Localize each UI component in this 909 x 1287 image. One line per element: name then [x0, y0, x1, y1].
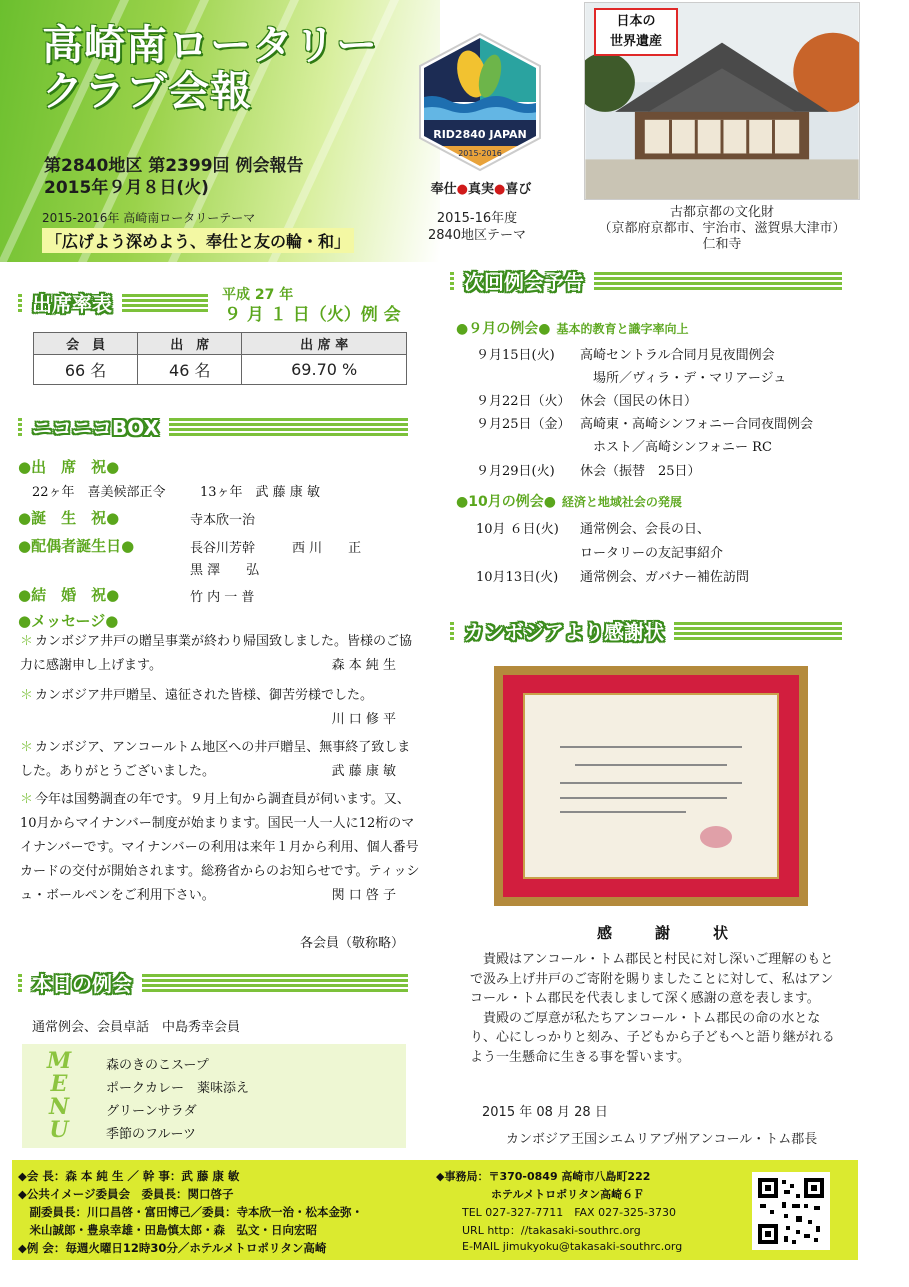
caption-line-3: 仁和寺 [702, 237, 742, 252]
district-motto: 奉仕●真実●喜び [430, 182, 532, 197]
spouse-birthday-name-1: 長谷川芳幹 [190, 541, 256, 556]
table-header-row [34, 333, 407, 355]
qr-code-icon[interactable] [752, 1172, 830, 1250]
nikoniko-heading [18, 412, 408, 444]
footer-email[interactable]: E-MAIL jimukyoku@takasaki-southrc.org [462, 1240, 683, 1253]
spouse-birthday-name-3: 黒 澤 弘 [190, 563, 260, 578]
badge-line-2: 世界遺産 [609, 34, 662, 49]
table-row [34, 355, 407, 385]
district-logo [416, 32, 544, 172]
october-heading: ●10月の例会● 経済と地域社会の発展 [456, 494, 682, 510]
district-year: 2015-16年度 [436, 211, 518, 226]
message-closing: 各会員（敬称略） [300, 936, 405, 951]
certificate-translation [470, 950, 840, 1067]
footer-url[interactable]: URL http：//takasaki-southrc.org [462, 1224, 641, 1237]
club-theme: 「広げよう深めよう、奉仕と友の輪・和」 [42, 228, 354, 253]
message-signature: 森 本 純 生 [331, 658, 396, 673]
birthday-name: 寺本欣一治 [190, 513, 256, 528]
photo-caption [584, 205, 860, 253]
nikoniko-heading-text: ニコニコBOX [32, 416, 159, 440]
today-heading [18, 968, 408, 1000]
attendance-celebration-1: 22ヶ年 喜美候部正令 [32, 485, 166, 500]
certificate-title: 感 謝 状 [597, 924, 743, 942]
wedding-name: 竹 内 一 普 [190, 590, 255, 605]
wedding-category: ●結 婚 祝● [18, 586, 120, 604]
column-header: 出 席 率 [242, 333, 407, 355]
letter-paragraph: 貴殿はアンコール・トム郡民と村民に対し深いご理解のもとで汲み上げ井戸のご寄附を賜りましたことに対して、私はアンコール・トム郡民を代表しまして深く感謝の意を表します。 [470, 952, 834, 1006]
menu-item: 森のきのこスープ [106, 1058, 209, 1073]
member-count: 66 名 [34, 355, 138, 385]
title-line-1: 高崎南ロータリー [42, 21, 378, 69]
title-line-2: クラブ会報 [42, 67, 252, 115]
message-item: ＊ カンボジア井戸の贈呈事業が終わり帰国致しました。皆様のご協力に感謝申し上げます。 森 本 純 生 [20, 630, 420, 678]
attendance-celebration-category: ●出 席 祝● [18, 458, 120, 476]
newsletter-title [42, 22, 378, 114]
district-year-theme [412, 210, 542, 244]
birthday-category: ●誕 生 祝● [18, 509, 120, 527]
footer-office-hotel: ホテルメトロポリタン高崎６Ｆ [436, 1188, 645, 1201]
district-theme: 2840地区テーマ [427, 228, 527, 243]
message-item: ＊ 今年は国勢調査の年です。９月上旬から調査員が伺います。又、10月からマイナンバー制度が始まります。国民一人一人に12桁のマイナンバーです。マイナンバーの利用は来年１月から利用、個人番号カードの交付が開始されます。総務省からのお知らせです。ティッシュ・ボールペンをご利用下さい。 関 口 啓 子 [20, 788, 420, 908]
motto-3: 喜び [505, 182, 532, 197]
menu-vertical-label: M E N U [46, 1048, 72, 1143]
footer-committee-members-1: 副委員長：川口昌啓・富田博己／委員：寺本欣一治・松本金弥・ [18, 1205, 363, 1219]
footer-phone: TEL 027-327-7711 FAX 027-325-3730 [462, 1206, 677, 1219]
september-heading: ●９月の例会● 基本的教育と識字率向上 [456, 321, 689, 337]
letter-date: 2015 年 08 月 28 日 [482, 1105, 608, 1120]
menu-item: 季節のフルーツ [106, 1127, 196, 1142]
footer-committee-members-2: 米山誠郎・豊泉幸雄・田島慎太郎・森 弘文・日向宏昭 [18, 1223, 317, 1237]
attendee-count: 46 名 [138, 355, 242, 385]
spouse-birthday-name-2: 西 川 正 [292, 541, 362, 556]
logo-year: 2015-2016 [458, 149, 502, 158]
letter-paragraph: 貴殿のご厚意が私たちアンコール・トム郡民の命の水となり、心にしっかりと刻み、子どもから子どもへと語り継がれるよう一生懸命に生きる事を誓います。 [470, 1010, 835, 1065]
cambodia-heading-text: カンボジアより感謝状 [464, 620, 664, 644]
message-item: ＊ カンボジア井戸贈呈、遠征された皆様、御苦労様でした。 川 口 修 平 [20, 684, 420, 732]
club-theme-label: 2015-2016年 高崎南ロータリーテーマ [42, 211, 256, 225]
message-item: ＊ カンボジア、アンコールトム地区への井戸贈呈、無事終了致しました。ありがとうございました。 武 藤 康 敏 [20, 736, 420, 784]
motto-2: 真実 [467, 182, 494, 197]
attendance-rate: 69.70 % [242, 355, 407, 385]
world-heritage-badge [594, 8, 678, 56]
message-signature: 川 口 修 平 [331, 712, 396, 727]
column-header: 会 員 [34, 333, 138, 355]
footer-meeting-info: ◆例 会：毎週火曜日12時30分／ホテルメトロポリタン高崎 [18, 1241, 327, 1255]
message-signature: 関 口 啓 子 [331, 888, 396, 903]
today-heading-text: 本日の例会 [32, 972, 132, 996]
letter-signature: カンボジア王国シエムリアプ州アンコール・トム郡長 [506, 1132, 818, 1147]
badge-line-1: 日本の [616, 14, 656, 29]
footer-officers: ◆会 長：森 本 純 生 ／ 幹 事：武 藤 康 敏 [18, 1169, 240, 1183]
spouse-birthday-category: ●配偶者誕生日● [18, 537, 135, 555]
framed-certificate-image [494, 666, 808, 906]
cambodia-heading [450, 616, 842, 648]
attendance-heading [18, 288, 208, 320]
attendance-celebration-2: 13ヶ年 武 藤 康 敏 [200, 485, 320, 500]
meeting-date: 2015年９月８日(火) [44, 178, 209, 198]
logo-text: RID2840 JAPAN [433, 128, 527, 141]
attendance-table [33, 332, 407, 385]
column-header: 出 席 [138, 333, 242, 355]
message-signature: 武 藤 康 敏 [331, 764, 396, 779]
attendance-heading-text: 出席率表 [32, 292, 112, 316]
menu-item: グリーンサラダ [106, 1104, 197, 1119]
schedule-heading-text: 次回例会予告 [464, 270, 584, 294]
caption-line-2: （京都府京都市、宇治市、滋賀県大津市） [598, 221, 846, 236]
schedule-heading [450, 266, 842, 298]
attendance-date-year: 平成 27 年 [222, 287, 294, 303]
meeting-number: 第2840地区 第2399回 例会報告 [44, 156, 304, 176]
menu-box [22, 1044, 406, 1148]
today-program: 通常例会、会員卓話 中島秀幸会員 [32, 1020, 241, 1035]
caption-line-1: 古都京都の文化財 [669, 205, 774, 220]
motto-1: 奉仕 [430, 182, 457, 197]
message-category: ●メッセージ● [18, 612, 119, 630]
footer-office-address: ◆事務局：〒370-0849 高崎市八島町222 [436, 1170, 651, 1183]
menu-item: ポークカレー 薬味添え [106, 1081, 250, 1096]
masthead [0, 0, 909, 265]
attendance-date: ９ 月 １ 日（火）例 会 [224, 305, 401, 325]
footer-committee: ◆公共イメージ委員会 委員長：関口啓子 [18, 1187, 234, 1201]
